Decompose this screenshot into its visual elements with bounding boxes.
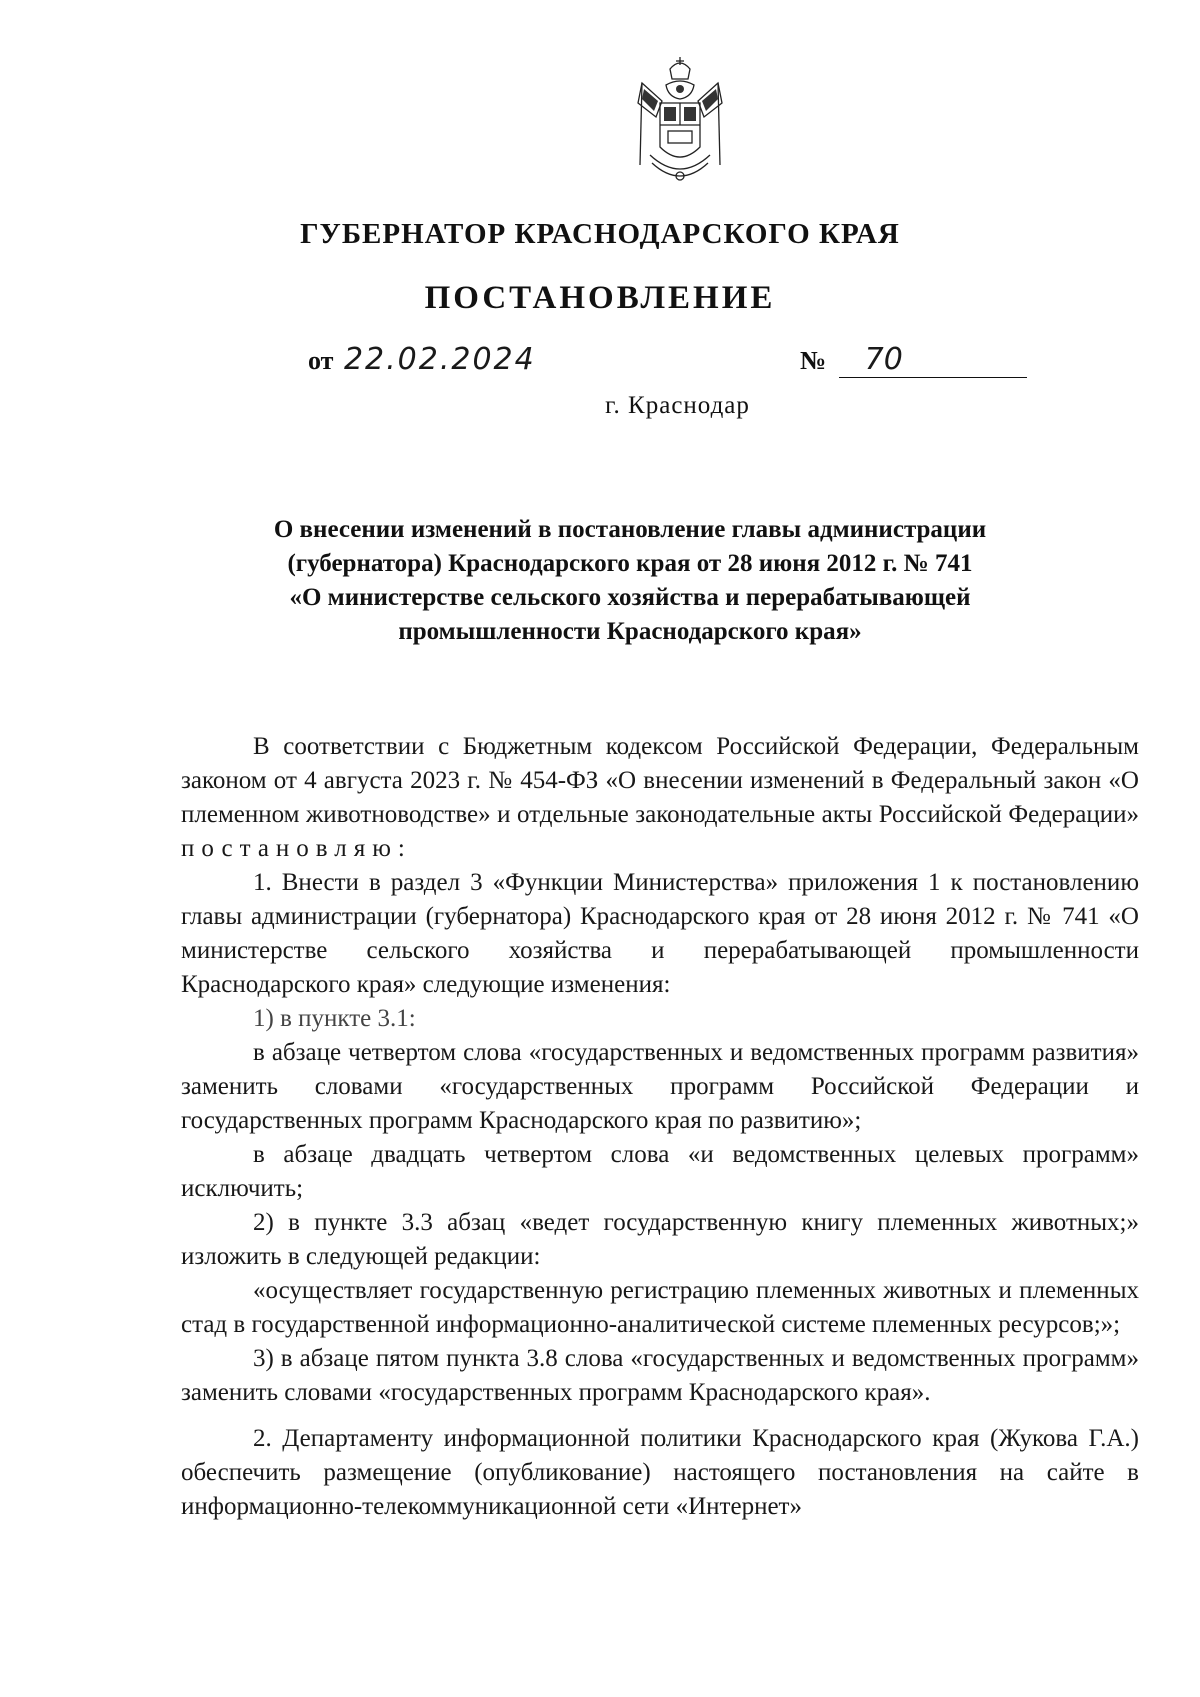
coat-of-arms-emblem	[630, 55, 730, 190]
preamble-paragraph	[181, 730, 1139, 866]
clause-1-2-a: «осуществляет государственную регистрацию племенных животных и племенных стад в государственной информационно-аналитической системе племенных ресурсов;»;	[181, 1277, 1139, 1338]
date-prefix: от	[308, 346, 334, 375]
title-line: (губернатора) Краснодарского края от 28 июня 2012 г. № 741	[287, 550, 973, 577]
title-line: О внесении изменений в постановление главы администрации	[273, 516, 987, 543]
resolution-title	[190, 513, 1070, 649]
clause-1-1: 1) в пункте 3.1:	[253, 1005, 416, 1032]
clause-1-2: 2) в пункте 3.3 абзац «ведет государственную книгу племенных животных;» изложить в следующей редакции:	[181, 1209, 1139, 1270]
date-line	[308, 342, 536, 377]
handwritten-date: 22.02.2024	[343, 342, 536, 377]
number-line	[800, 342, 1027, 378]
preamble-text: В соответствии с Бюджетным кодексом Российской Федерации, Федеральным законом от 4 августа 2023 г. № 454-ФЗ «О внесении изменений в Федеральный закон «О племенном животноводстве» и отдельные законодательные акты Российской Федерации»	[181, 733, 1139, 828]
city-name: г. Краснодар	[605, 392, 750, 419]
clause-2: 2. Департаменту информационной политики Краснодарского края (Жукова Г.А.) обеспечить размещение (опубликование) настоящего постановления на сайте в информационно-телекоммуникационной сети «Интернет»	[181, 1425, 1139, 1520]
handwritten-number: 70	[839, 342, 1027, 378]
clause-1-3: 3) в абзаце пятом пункта 3.8 слова «государственных и ведомственных программ» заменить словами «государственных программ Краснодарского края».	[181, 1345, 1139, 1406]
resolution-body	[181, 730, 1139, 1524]
document-type: ПОСТАНОВЛЕНИЕ	[424, 280, 776, 316]
title-line: промышленности Краснодарского края»	[398, 618, 862, 645]
number-prefix: №	[800, 346, 827, 375]
clause-1-1-a: в абзаце четвертом слова «государственных и ведомственных программ развития» заменить словами «государственных программ Российской Федерации и государственных программ Краснодарского края по развитию»;	[181, 1039, 1139, 1134]
title-line: «О министерстве сельского хозяйства и перерабатывающей	[289, 584, 971, 611]
clause-1-1-b: в абзаце двадцать четвертом слова «и ведомственных целевых программ» исключить;	[181, 1141, 1139, 1202]
issuing-authority: ГУБЕРНАТОР КРАСНОДАРСКОГО КРАЯ	[300, 218, 900, 250]
resolve-word: постановляю:	[181, 835, 412, 862]
clause-1: 1. Внести в раздел 3 «Функции Министерства» приложения 1 к постановлению главы администрации (губернатора) Краснодарского края от 28 июня 2012 г. № 741 «О министерстве сельского хозяйства и перерабатывающей промышленности Краснодарского края» следующие изменения:	[181, 869, 1139, 998]
